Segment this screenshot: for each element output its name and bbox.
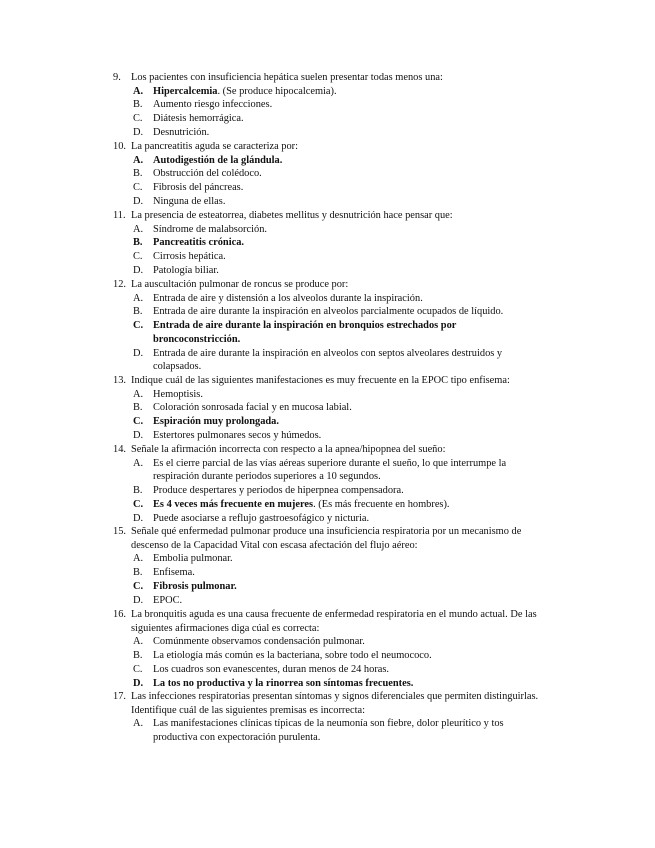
- option-list: [113, 85, 543, 140]
- option-b: B. Aumento riesgo infecciones.: [133, 99, 273, 111]
- question-number: 9.: [113, 72, 121, 83]
- option-d: D. Patología biliar.: [133, 264, 219, 276]
- question-stem: La auscultación pulmonar de roncus se produce por:: [131, 279, 349, 290]
- option-c: C. Fibrosis pulmonar.: [133, 580, 237, 592]
- option-list: [113, 457, 543, 526]
- option-list: [113, 292, 543, 374]
- option-c: C. Espiración muy prolongada.: [133, 416, 279, 428]
- option-c: C. Es 4 veces más frecuente en mujeres. (Es más frecuente en hombres).: [133, 498, 450, 510]
- question-stem: Las infecciones respiratorias presentan síntomas y signos diferenciales que permiten distinguirlas. Identifique cuál de las siguientes premisas es incorrecta:: [131, 691, 539, 716]
- question-12: [113, 278, 543, 374]
- question-stem: La pancreatitis aguda se caracteriza por:: [131, 141, 299, 152]
- option-d: D. Estertores pulmonares secos y húmedos.: [133, 429, 322, 441]
- question-number: 17.: [113, 691, 126, 702]
- question-stem: Los pacientes con insuficiencia hepática suelen presentar todas menos una:: [131, 72, 443, 83]
- option-a: A. Comúnmente observamos condensación pulmonar.: [133, 636, 365, 648]
- option-list: [113, 635, 543, 690]
- question-15: [113, 525, 543, 607]
- option-a: A. Embolia pulmonar.: [133, 553, 233, 565]
- option-a: A. Síndrome de malabsorción.: [133, 223, 267, 235]
- option-b: B. Pancreatitis crónica.: [133, 237, 244, 249]
- question-stem: La bronquitis aguda es una causa frecuente de enfermedad respiratoria en el mundo actual. De las siguientes afirmaciones diga cúal es correcta:: [131, 609, 537, 634]
- question-stem: Señale qué enfermedad pulmonar produce una insuficiencia respiratoria por un mecanismo de descenso de la Capacidad Vital con escasa afectación del flujo aéreo:: [131, 526, 522, 551]
- question-16: [113, 608, 543, 690]
- question-stem: Indique cuál de las siguientes manifestaciones es muy frecuente en la EPOC tipo enfisema:: [131, 375, 510, 386]
- question-number: 16.: [113, 609, 126, 620]
- question-13: [113, 374, 543, 443]
- option-c: C. Cirrosis hepática.: [133, 251, 226, 263]
- question-number: 13.: [113, 375, 126, 386]
- question-number: 15.: [113, 526, 126, 537]
- option-a: A. Las manifestaciones clínicas típicas de la neumonía son fiebre, dolor pleurítico y tos productiva con expectoración purulenta.: [133, 718, 504, 744]
- option-d: D. La tos no productiva y la rinorrea son síntomas frecuentes.: [133, 677, 414, 689]
- option-d: D. EPOC.: [133, 594, 183, 606]
- question-number: 10.: [113, 141, 126, 152]
- question-9: [113, 71, 543, 140]
- question-number: 14.: [113, 444, 126, 455]
- question-number: 11.: [113, 210, 126, 221]
- question-14: [113, 443, 543, 525]
- option-list: [113, 388, 543, 443]
- option-b: B. Produce despertares y periodos de hiperpnea compensadora.: [133, 485, 404, 497]
- question-11: [113, 209, 543, 278]
- option-list: [113, 154, 543, 209]
- option-d: D. Entrada de aire durante la inspiración en alveolos con septos alveolares destruidos y colapsados.: [133, 347, 503, 373]
- option-list: [113, 223, 543, 278]
- option-c: C. Fibrosis del páncreas.: [133, 182, 244, 194]
- option-d: D. Ninguna de ellas.: [133, 195, 226, 207]
- option-c: C. Diátesis hemorrágica.: [133, 113, 244, 125]
- option-c: C. Entrada de aire durante la inspiración en bronquios estrechados por broncoconstricción.: [133, 320, 457, 345]
- option-b: B. La etiología más común es la bacteriana, sobre todo el neumococo.: [133, 650, 432, 662]
- option-b: B. Enfisema.: [133, 567, 195, 579]
- option-b: B. Entrada de aire durante la inspiración en alveolos parcialmente ocupados de líquido.: [133, 306, 504, 318]
- option-list: [113, 717, 543, 744]
- question-17: [113, 690, 543, 745]
- option-a: A. Entrada de aire y distensión a los alveolos durante la inspiración.: [133, 292, 423, 304]
- question-stem: La presencia de esteatorrea, diabetes mellitus y desnutrición hace pensar que:: [131, 210, 453, 221]
- option-list: [113, 552, 543, 607]
- option-a: A. Es el cierre parcial de las vías aéreas superiore durante el sueño, lo que interrumpe la respiración durante periodos superiores a 10 segundos.: [133, 457, 507, 483]
- option-a: A. Autodigestión de la glándula.: [133, 154, 283, 166]
- question-number: 12.: [113, 279, 126, 290]
- question-10: [113, 140, 543, 209]
- option-d: D. Desnutrición.: [133, 126, 210, 138]
- option-a: A. Hipercalcemia. (Se produce hipocalcemia).: [133, 85, 337, 97]
- question-stem: Señale la afirmación incorrecta con respecto a la apnea/hipopnea del sueño:: [131, 444, 446, 455]
- option-b: B. Coloración sonrosada facial y en mucosa labial.: [133, 402, 352, 414]
- option-c: C. Los cuadros son evanescentes, duran menos de 24 horas.: [133, 663, 390, 675]
- option-a: A. Hemoptisis.: [133, 388, 203, 400]
- option-d: D. Puede asociarse a reflujo gastroesofágico y nicturia.: [133, 512, 370, 524]
- option-b: B. Obstrucción del colédoco.: [133, 168, 262, 180]
